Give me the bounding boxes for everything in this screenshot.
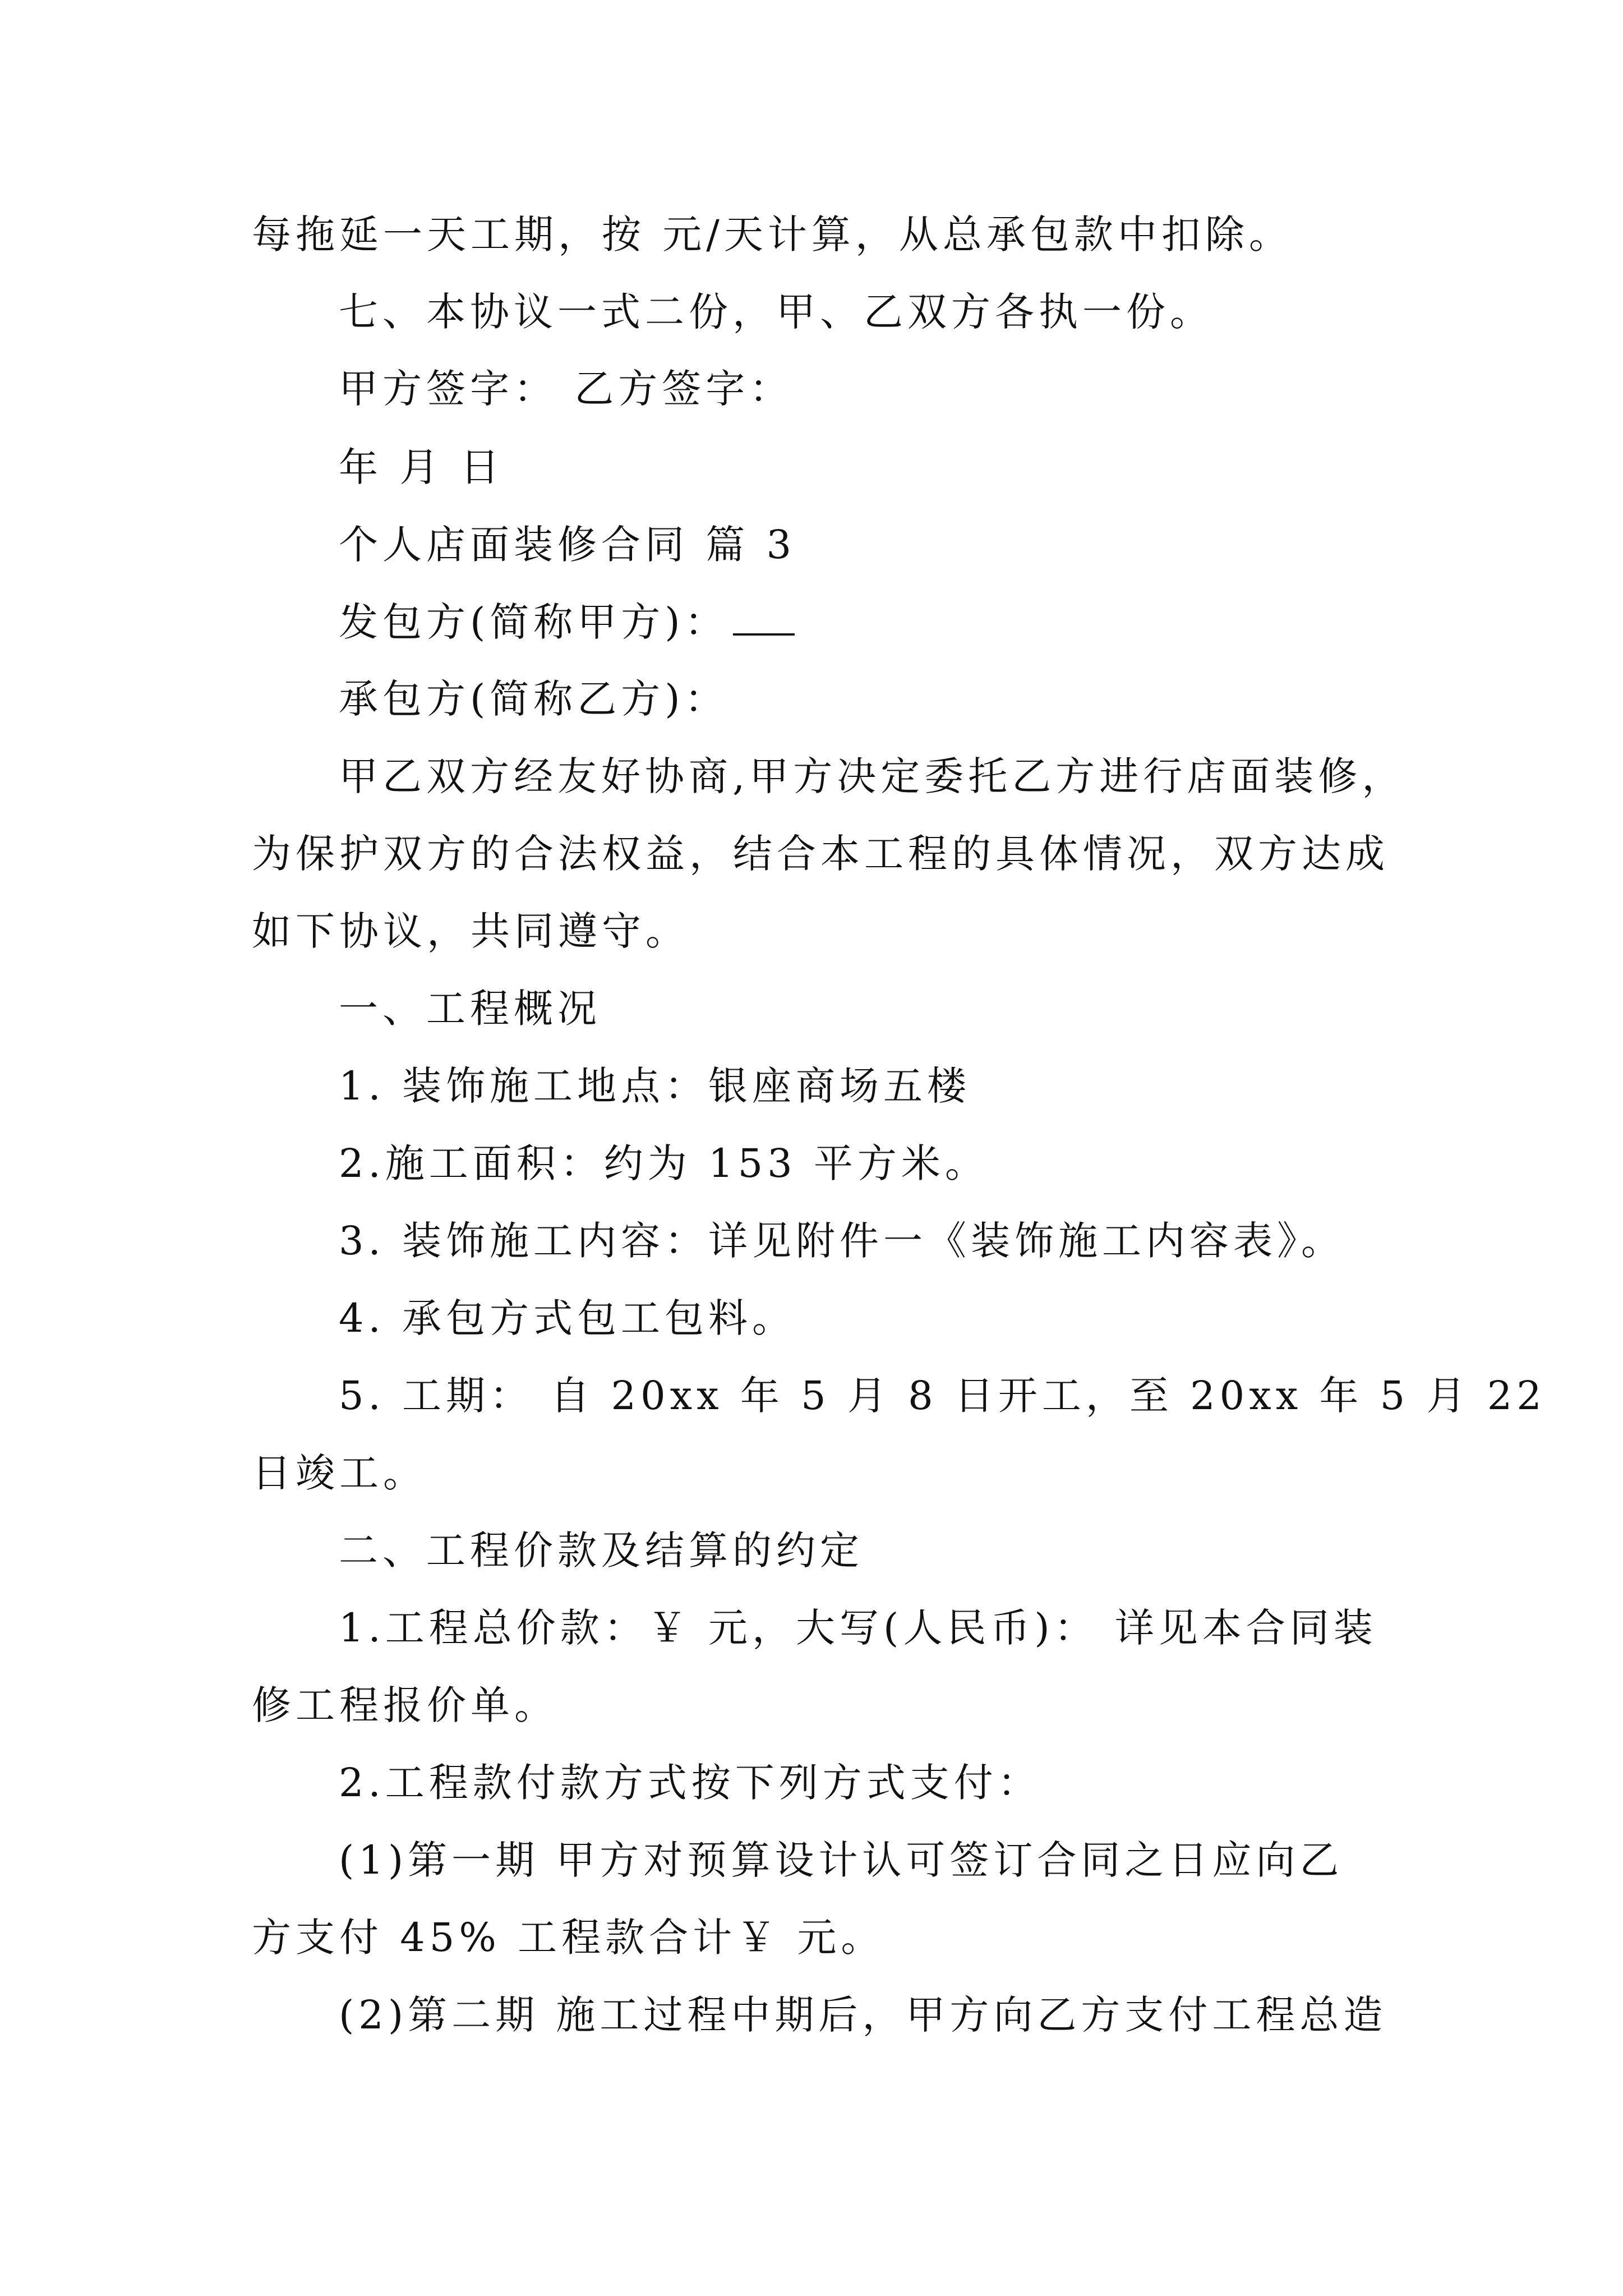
list-item: 5. 工期： 自 20xx 年 5 月 8 日开工，至 20xx 年 5 月 22 [339,1373,1546,1419]
list-item: 2.工程款付款方式按下列方式支付： [339,1760,1041,1806]
list-item: 4. 承包方式包工包料。 [339,1295,796,1341]
list-item: (2)第二期 施工过程中期后，甲方向乙方支付工程总造 [339,1992,1387,2038]
party-b-line: 承包方(简称乙方)： [339,676,728,722]
list-item: (1)第一期 甲方对预算设计认可签订合同之日应向乙 [339,1837,1344,1883]
section-heading: 个人店面装修合同 篇 3 [339,522,796,568]
paragraph-line: 七、本协议一式二份，甲、乙双方各执一份。 [339,289,1214,335]
party-a-line [339,595,1466,649]
list-item: 2.施工面积：约为 153 平方米。 [339,1140,989,1186]
paragraph-line: 每拖延一天工期，按 元/天计算，从总承包款中扣除。 [252,211,1293,257]
party-a-label: 发包方(简称甲方)： [339,599,728,645]
paragraph-line: 为保护双方的合法权益，结合本工程的具体情况，双方达成 [252,831,1389,877]
paragraph-line: 如下协议，共同遵守。 [252,908,689,954]
list-item: 1.工程总价款：￥ 元，大写(人民币)： 详见本合同装 [339,1605,1377,1651]
section-heading: 一、工程概况 [339,986,601,1032]
paragraph-line: 甲乙双方经友好协商,甲方决定委托乙方进行店面装修， [339,753,1406,799]
signature-line: 甲方签字： 乙方签字： [339,366,794,412]
list-item-continuation: 日竣工。 [252,1450,427,1496]
list-item: 1. 装饰施工地点：银座商场五楼 [339,1063,971,1109]
list-item-continuation: 方支付 45% 工程款合计￥ 元。 [252,1915,885,1961]
date-line: 年 月 日 [339,444,504,490]
party-a-blank [733,604,795,636]
list-item: 3. 装饰施工内容：详见附件一《装饰施工内容表》。 [339,1218,1345,1264]
section-heading: 二、工程价款及结算的约定 [339,1527,864,1573]
list-item-continuation: 修工程报价单。 [252,1682,558,1728]
